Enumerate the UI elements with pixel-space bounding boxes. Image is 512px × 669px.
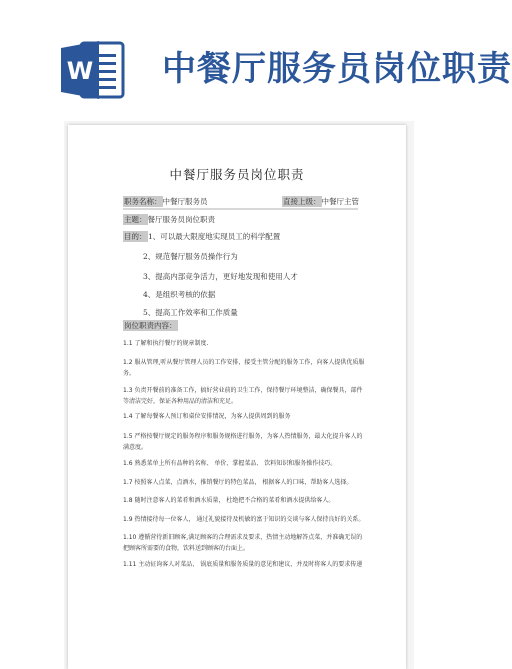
duty-text: 按照客人点菜，点酒水，推销餐厅的特色菜品， 根据客人的口味，帮助客人选择。 [134, 479, 353, 486]
duty-text: 了解和执行餐厅的规章制度. [134, 340, 209, 347]
goal-item: 1、可以最大限度地实现员工的科学配置 [148, 232, 281, 241]
duty-text: 主动征询客人对菜品、 锅底质量和服务质量的意见和建议，并及时将客人的要求传递 [138, 561, 363, 568]
duty-text: 了解每餐客人预订和桌位安排情况，为客人提供周到的服务 [134, 413, 291, 420]
document-title: 中餐厅服务员岗位职责 [169, 167, 305, 182]
duty-number: 1.1 [123, 340, 133, 347]
duty-item [123, 495, 368, 506]
duty-text: 熟悉菜单上所有品种的名称、 单价、掌握菜品、 饮料知识和服务操作技巧。 [134, 460, 337, 467]
duty-number: 1.5 [123, 433, 133, 440]
duty-text: 热情接待每一位客人， 通过礼貌接待及机敏的富于知识的交谈与客人保持良好的关系。 [134, 516, 365, 523]
goal-field [123, 231, 148, 242]
duty-item [123, 385, 368, 407]
supervisor-label: 直接上级： [283, 197, 321, 206]
duty-text: 负责开餐前的准备工作，搞好营业前的卫生工作，保持餐厅环境整洁，确保餐具，部件等清洁完好，保证各种用品的清洁和充足。 [123, 387, 363, 405]
duty-number: 1.8 [123, 497, 133, 504]
job-name-value: 中餐厅服务员 [162, 197, 208, 206]
duty-number: 1.2 [123, 359, 133, 366]
duty-number: 1.4 [123, 413, 133, 420]
duty-number: 1.3 [123, 387, 133, 394]
job-name-field [123, 196, 208, 207]
duty-item [123, 532, 368, 554]
duty-number: 1.9 [123, 516, 133, 523]
job-name-label: 职务名称： [124, 197, 162, 206]
goal-item: 3、提高内部竞争活力，更好地发现和使用人才 [143, 272, 298, 281]
banner-title: 中餐厅服务员岗位职责 [162, 49, 512, 89]
subject-value: 餐厅服务员岗位职责 [147, 215, 215, 224]
duty-item [123, 357, 368, 379]
goal-label: 目的： [124, 232, 147, 241]
section-heading [123, 320, 178, 331]
duty-text: 服从管理,听从餐厅管理人员的工作安排，接受主管分配的服务工作，向客人提供优质服务。 [123, 359, 365, 377]
duty-item [123, 458, 368, 469]
duty-number: 1.6 [123, 460, 133, 467]
duty-item [123, 431, 368, 453]
duty-item [123, 559, 368, 570]
duty-text: 严格按餐厅规定的服务程序和服务规格进行服务，为客人热情服务，最大化提升客人的满意度。 [123, 433, 363, 451]
subject-label: 主题： [124, 215, 147, 224]
document-page [68, 125, 406, 669]
subject-field [123, 214, 215, 225]
svg-text:W: W [66, 57, 94, 85]
duty-item [123, 338, 368, 349]
goal-item: 4、是组织考核的依据 [143, 290, 216, 299]
duty-number: 1.11 [123, 561, 137, 568]
duty-item [123, 411, 368, 422]
duty-item [123, 514, 368, 525]
header-banner [0, 0, 512, 100]
word-document-icon [61, 41, 125, 99]
duty-text: 遵循营待新旧顾客,满足顾客的合理需求及要求，热情主动地解答点菜，并准确无误的把顾客所需要的食物，饮料送到顾客的台面上。 [123, 534, 363, 552]
section-heading-label: 岗位职责内容： [124, 321, 177, 330]
duty-number: 1.10 [123, 534, 137, 541]
supervisor-field [282, 196, 359, 207]
duty-text: 随时注意客人的菜肴和酒水质量， 杜绝把不合格的菜肴和酒水提供给客人。 [134, 497, 335, 504]
goal-item: 2、规范餐厅服务员操作行为 [143, 252, 238, 261]
divider [123, 208, 358, 210]
supervisor-value: 中餐厅主管 [321, 197, 359, 206]
duty-number: 1.7 [123, 479, 133, 486]
goal-item: 5、提高工作效率和工作质量 [143, 308, 238, 317]
duty-item [123, 477, 368, 488]
